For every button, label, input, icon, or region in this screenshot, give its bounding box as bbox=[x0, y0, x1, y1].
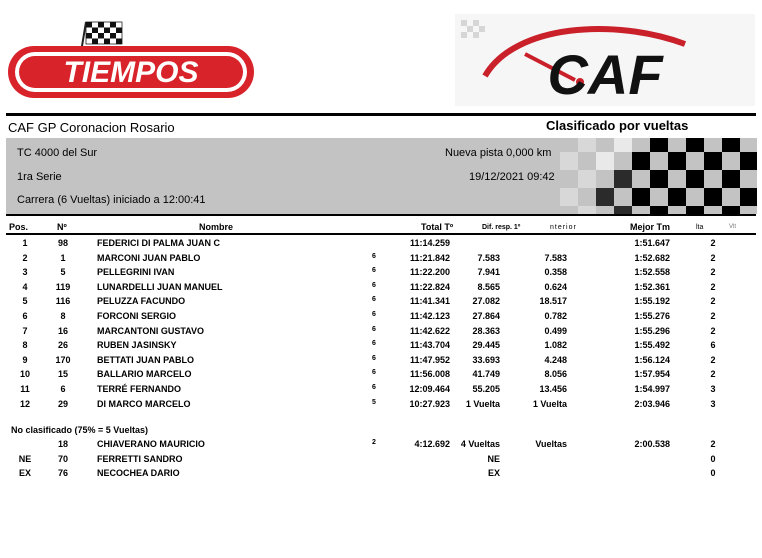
checker-square bbox=[650, 170, 668, 188]
table-row bbox=[0, 326, 762, 340]
cell-pos: 6 bbox=[22, 311, 28, 321]
cell-name: BALLARIO MARCELO bbox=[97, 369, 192, 380]
cell-lap: 6 bbox=[372, 252, 376, 260]
cell-number: 116 bbox=[55, 296, 71, 307]
cell-pos: 11 bbox=[20, 384, 30, 394]
checker-square bbox=[722, 206, 740, 214]
cell-pos: 4 bbox=[22, 281, 28, 292]
cell-prev: 7.583 bbox=[544, 252, 567, 263]
cell-pos: 2 bbox=[22, 252, 28, 263]
cell-laps: 2 bbox=[710, 311, 716, 321]
cell-number: 29 bbox=[57, 398, 68, 409]
cell-prev: 8.056 bbox=[544, 369, 567, 380]
cell-laps: 2 bbox=[710, 238, 716, 248]
checker-square bbox=[704, 152, 722, 170]
col-laps-header: Vlt bbox=[729, 224, 737, 230]
cell-laps: 3 bbox=[710, 384, 716, 394]
cell-total: 11:14.259 bbox=[409, 238, 450, 248]
table-row bbox=[0, 369, 762, 383]
checker-square bbox=[686, 170, 704, 188]
cell-prev: Vueltas bbox=[535, 439, 567, 449]
cell-total: 4:12.692 bbox=[414, 439, 450, 449]
checker-square bbox=[560, 152, 578, 170]
cell-name: MARCANTONI GUSTAVO bbox=[97, 325, 204, 336]
table-row bbox=[0, 253, 762, 267]
checker-square bbox=[578, 206, 596, 214]
col-name-header: Nombre bbox=[199, 222, 234, 232]
cell-pos: 3 bbox=[22, 267, 28, 278]
table-row bbox=[0, 454, 762, 468]
cell-prev: 4.248 bbox=[544, 354, 567, 365]
event-title: CAF GP Coronacion Rosario bbox=[8, 120, 175, 135]
session-label: 1ra Serie bbox=[17, 171, 62, 183]
cell-best: 1:57.954 bbox=[634, 369, 670, 380]
checkered-flag-pattern bbox=[560, 138, 757, 214]
checker-square bbox=[596, 152, 614, 170]
cell-prev: 1 Vuelta bbox=[532, 398, 567, 409]
cell-number: 6 bbox=[60, 384, 66, 394]
cell-pos: 7 bbox=[22, 325, 28, 336]
checker-square bbox=[614, 138, 632, 152]
checker-square bbox=[740, 188, 757, 206]
cell-name: TERRÉ FERNANDO bbox=[97, 384, 182, 394]
cell-number: 15 bbox=[57, 369, 68, 380]
cell-name: MARCONI JUAN PABLO bbox=[97, 252, 201, 263]
cell-pos: NE bbox=[18, 453, 32, 464]
cell-prev: 0.624 bbox=[544, 281, 567, 292]
cell-dif: 55.205 bbox=[472, 384, 500, 394]
col-dif-header: Dif. resp. 1º bbox=[482, 224, 521, 231]
cell-number: 18 bbox=[57, 439, 68, 449]
cell-name: NECOCHEA DARIO bbox=[97, 468, 180, 479]
cell-laps: 2 bbox=[710, 281, 716, 292]
cell-number: 170 bbox=[55, 354, 71, 365]
cell-number: 76 bbox=[57, 468, 68, 479]
cell-total: 11:42.622 bbox=[409, 325, 450, 336]
cell-total: 11:22.200 bbox=[409, 267, 450, 278]
col-num-header: Nº bbox=[57, 222, 67, 232]
cell-best: 1:52.361 bbox=[634, 281, 670, 292]
cell-total: 11:41.341 bbox=[409, 296, 450, 307]
cell-best: 1:51.647 bbox=[634, 238, 670, 248]
checker-square bbox=[740, 152, 757, 170]
cell-laps: 2 bbox=[710, 325, 716, 336]
col-total-header: Total Tº bbox=[421, 222, 454, 232]
table-row bbox=[0, 468, 762, 482]
cell-name: DI MARCO MARCELO bbox=[97, 398, 191, 409]
cell-total: 11:21.842 bbox=[409, 252, 450, 263]
cell-number: 26 bbox=[57, 340, 68, 351]
cell-pos: 10 bbox=[19, 369, 30, 380]
track-label: Nueva pista 0,000 km bbox=[445, 147, 552, 159]
caf-logo bbox=[455, 14, 755, 106]
cell-dif: 1 Vuelta bbox=[465, 398, 500, 409]
cell-lap: 6 bbox=[372, 354, 376, 362]
cell-laps: 2 bbox=[710, 354, 716, 365]
cell-best: 2:00.538 bbox=[634, 439, 670, 449]
cell-total: 11:42.123 bbox=[409, 311, 450, 321]
cell-best: 1:56.124 bbox=[634, 354, 670, 365]
cell-lap: 6 bbox=[372, 281, 376, 289]
col-lap-header: lta bbox=[696, 224, 704, 231]
checker-square bbox=[686, 206, 704, 214]
cell-best: 1:52.682 bbox=[634, 252, 670, 263]
cell-number: 16 bbox=[57, 325, 68, 336]
cell-dif: 27.082 bbox=[472, 296, 500, 307]
table-row bbox=[0, 282, 762, 296]
col-best-header: Mejor Tm bbox=[630, 222, 671, 232]
table-row bbox=[0, 267, 762, 281]
checker-square bbox=[668, 188, 686, 206]
cell-total: 11:56.008 bbox=[409, 369, 450, 380]
report-title: Clasificado por vueltas bbox=[546, 118, 689, 133]
cell-best: 1:55.296 bbox=[634, 325, 670, 336]
cell-number: 8 bbox=[60, 311, 66, 321]
cell-best: 1:54.997 bbox=[634, 384, 670, 394]
table-row bbox=[0, 296, 762, 310]
cell-name: LUNARDELLI JUAN MANUEL bbox=[97, 281, 223, 292]
datetime-label: 19/12/2021 09:42 bbox=[469, 171, 555, 183]
checker-square bbox=[704, 188, 722, 206]
cell-number: 98 bbox=[57, 238, 68, 248]
checker-square bbox=[578, 138, 596, 152]
cell-dif: 27.864 bbox=[472, 311, 500, 321]
cell-prev: 0.358 bbox=[544, 267, 567, 278]
tiempos-logo-text: TIEMPOS bbox=[63, 56, 199, 89]
table-row bbox=[0, 355, 762, 369]
cell-name: PELLEGRINI IVAN bbox=[97, 267, 175, 278]
cell-dif: 29.445 bbox=[472, 340, 500, 351]
header-top-rule bbox=[6, 113, 756, 116]
cell-laps: 6 bbox=[710, 340, 716, 351]
race-info-label: Carrera (6 Vueltas) iniciado a 12:00:41 bbox=[17, 194, 206, 206]
cell-lap: 6 bbox=[372, 384, 376, 391]
cell-best: 1:55.192 bbox=[634, 296, 670, 307]
cell-prev: 1.082 bbox=[544, 340, 567, 351]
cell-best: 1:55.276 bbox=[634, 311, 670, 321]
tiempos-logo bbox=[6, 18, 256, 100]
checker-square bbox=[596, 188, 614, 206]
table-row bbox=[0, 399, 762, 413]
cell-dif: 4 Vueltas bbox=[460, 439, 500, 449]
col-prev-header: nterior bbox=[550, 224, 577, 231]
table-row bbox=[0, 238, 762, 252]
cell-laps: 0 bbox=[710, 453, 716, 464]
checker-square bbox=[650, 206, 668, 214]
cell-lap: 2 bbox=[372, 439, 376, 446]
cell-total: 11:47.952 bbox=[409, 354, 450, 365]
col-pos-header: Pos. bbox=[9, 222, 29, 232]
cell-best: 2:03.946 bbox=[634, 398, 670, 409]
table-row bbox=[0, 340, 762, 354]
header-bottom-rule bbox=[6, 214, 756, 216]
cell-best: 1:55.492 bbox=[634, 340, 670, 351]
cell-dif: 28.363 bbox=[472, 325, 500, 336]
cell-number: 70 bbox=[57, 453, 68, 464]
cell-dif: 8.565 bbox=[477, 281, 500, 292]
cell-name: PELUZZA FACUNDO bbox=[97, 296, 186, 307]
table-row bbox=[0, 384, 762, 398]
cell-name: FORCONI SERGIO bbox=[97, 311, 177, 321]
checker-square bbox=[578, 170, 596, 188]
cell-dif: 7.583 bbox=[477, 252, 500, 263]
cell-name: FEDERICI DI PALMA JUAN C bbox=[97, 238, 221, 248]
cell-prev: 0.499 bbox=[544, 325, 567, 336]
cell-prev: 18.517 bbox=[539, 296, 567, 307]
category-label: TC 4000 del Sur bbox=[17, 147, 98, 159]
cell-lap: 6 bbox=[372, 267, 376, 275]
checker-square bbox=[668, 152, 686, 170]
cell-number: 119 bbox=[55, 281, 71, 292]
cell-name: CHIAVERANO MAURICIO bbox=[97, 439, 205, 449]
cell-laps: 2 bbox=[710, 439, 716, 449]
checker-square bbox=[650, 138, 668, 152]
table-row bbox=[0, 439, 762, 453]
caf-logo-text: CAF bbox=[547, 43, 663, 106]
cell-name: FERRETTI SANDRO bbox=[97, 453, 183, 464]
cell-laps: 2 bbox=[710, 369, 716, 380]
cell-pos: EX bbox=[18, 468, 31, 479]
cell-laps: 3 bbox=[710, 398, 716, 409]
cell-number: 1 bbox=[60, 252, 66, 263]
cell-pos: 12 bbox=[19, 398, 30, 409]
checker-square bbox=[632, 188, 650, 206]
cell-total: 10:27.923 bbox=[409, 398, 450, 409]
checker-square bbox=[722, 138, 740, 152]
checker-square bbox=[560, 188, 578, 206]
checker-square bbox=[632, 152, 650, 170]
checker-square bbox=[722, 170, 740, 188]
checker-square bbox=[614, 170, 632, 188]
table-header-rule bbox=[6, 233, 756, 235]
cell-dif: 7.941 bbox=[477, 267, 500, 278]
checker-square bbox=[686, 138, 704, 152]
table-row bbox=[0, 311, 762, 325]
cell-dif: NE bbox=[487, 453, 500, 464]
cell-pos: 9 bbox=[22, 354, 28, 365]
cell-number: 5 bbox=[60, 267, 66, 278]
checker-square bbox=[614, 206, 632, 214]
cell-lap: 6 bbox=[372, 325, 376, 333]
cell-lap: 6 bbox=[372, 369, 376, 377]
cell-lap: 6 bbox=[372, 311, 376, 318]
cell-lap: 5 bbox=[372, 398, 376, 406]
cell-total: 11:43.704 bbox=[409, 340, 450, 351]
cell-pos: 8 bbox=[22, 340, 28, 351]
cell-dif: 33.693 bbox=[472, 354, 500, 365]
cell-laps: 0 bbox=[710, 468, 716, 479]
cell-pos: 5 bbox=[22, 296, 28, 307]
cell-best: 1:52.558 bbox=[634, 267, 670, 278]
not-classified-title: No clasificado (75% = 5 Vueltas) bbox=[11, 425, 148, 435]
cell-prev: 13.456 bbox=[539, 384, 567, 394]
cell-name: RUBEN JASINSKY bbox=[97, 340, 177, 351]
cell-lap: 6 bbox=[372, 296, 376, 304]
cell-laps: 2 bbox=[710, 296, 716, 307]
cell-laps: 2 bbox=[710, 267, 716, 278]
cell-laps: 2 bbox=[710, 252, 716, 263]
cell-dif: EX bbox=[487, 468, 500, 479]
cell-lap: 6 bbox=[372, 340, 376, 348]
cell-dif: 41.749 bbox=[472, 369, 500, 380]
cell-name: BETTATI JUAN PABLO bbox=[97, 354, 194, 365]
cell-pos: 1 bbox=[22, 238, 28, 248]
cell-total: 12:09.464 bbox=[409, 384, 450, 394]
cell-prev: 0.782 bbox=[544, 311, 567, 321]
cell-total: 11:22.824 bbox=[409, 281, 450, 292]
